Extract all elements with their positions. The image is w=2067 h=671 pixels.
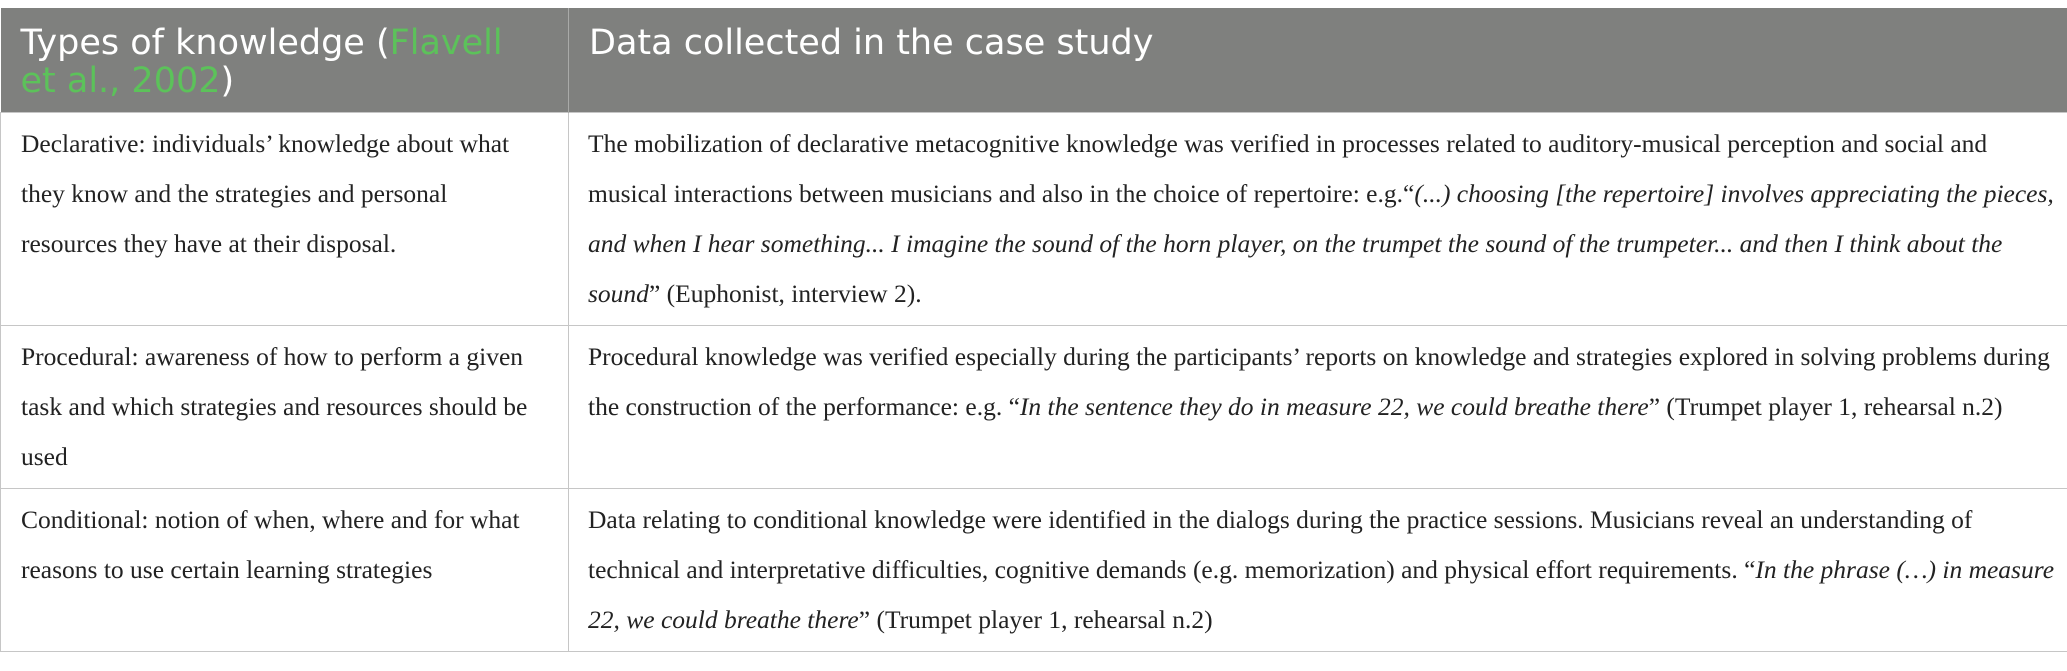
knowledge-type-cell: Declarative: individuals’ knowledge about what they know and the strategies and personal resources they have at their disposal. — [1, 113, 569, 326]
table-row — [1, 113, 2067, 326]
knowledge-type-cell: Procedural: awareness of how to perform a given task and which strategies and resources should be used — [1, 326, 569, 489]
header-col1-suffix: ) — [220, 61, 235, 101]
data-collected-cell — [569, 326, 2067, 489]
table-row — [1, 489, 2067, 652]
citation-link[interactable]: Flavell et al., 2002 — [20, 23, 503, 101]
header-types-of-knowledge — [1, 8, 569, 113]
data-quote: In the phrase (…) in measure 22, we could breathe there — [588, 555, 2055, 634]
data-quote: In the sentence they do in measure 22, we could breathe there — [1019, 392, 1649, 421]
data-quote: (...) choosing [the repertoire] involves appreciating the pieces, and when I hear something... I imagine the sound of the horn player, on the trumpet the sound of the trumpeter... and then I think about the sound — [588, 179, 2054, 308]
data-collected-cell — [569, 113, 2067, 326]
table-row — [1, 326, 2067, 489]
data-text: Data relating to conditional knowledge were identified in the dialogs during the practice sessions. Musicians reveal an understanding of technical and interpretative difficulties, cognitive demands (e.g. memorization) and physical effort requirements. “ — [588, 505, 1973, 584]
data-text: The mobilization of declarative metacognitive knowledge was verified in processes related to auditory-musical perception and social and musical interactions between musicians and also in the choice of repertoire: e.g.“ — [588, 129, 1988, 208]
header-data-collected: Data collected in the case study — [569, 8, 2067, 113]
data-collected-cell — [569, 489, 2067, 652]
knowledge-type-cell: Conditional: notion of when, where and for what reasons to use certain learning strategies — [1, 489, 569, 652]
data-text: Procedural knowledge was verified especially during the participants’ reports on knowledge and strategies explored in solving problems during the construction of the performance: e.g. “ — [588, 342, 2050, 421]
data-source: ” (Trumpet player 1, rehearsal n.2) — [1648, 392, 2003, 421]
data-source: ” (Trumpet player 1, rehearsal n.2) — [858, 605, 1213, 634]
table-header-row — [1, 8, 2067, 113]
header-col1-prefix: Types of knowledge ( — [20, 23, 390, 63]
data-source: ” (Euphonist, interview 2). — [648, 279, 922, 308]
knowledge-types-table — [0, 8, 2067, 652]
